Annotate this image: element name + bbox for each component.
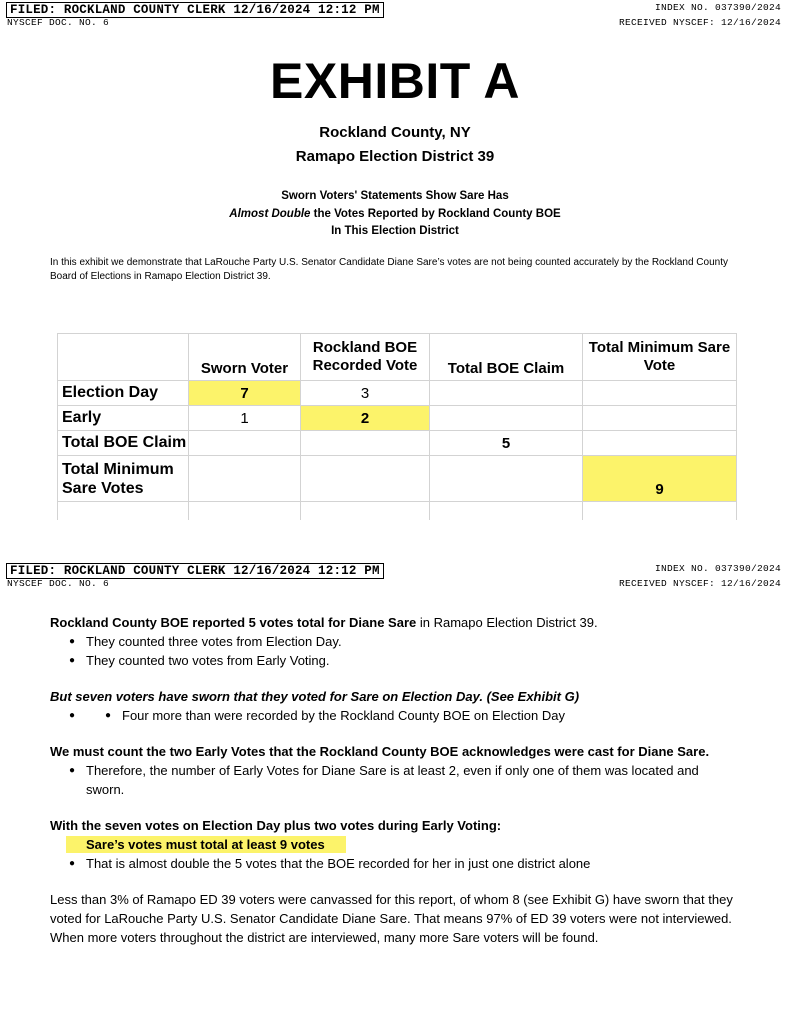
- list-item: ● That is almost double the 5 votes that the BOE recorded for her in just one district alone: [50, 854, 740, 873]
- cell-min-total: 9: [583, 456, 737, 502]
- received-date-page2: RECEIVED NYSCEF: 12/16/2024: [618, 578, 781, 589]
- cell-boe-total-minimum: [301, 456, 430, 502]
- bullet-dot: ● ●: [105, 710, 112, 721]
- cell-claim-early: [430, 406, 583, 431]
- table-row: [58, 406, 737, 431]
- row-label-election-day: Election Day: [58, 381, 189, 406]
- exhibit-title: EXHIBIT A: [270, 53, 520, 109]
- cell-boe-early: 2: [301, 406, 430, 431]
- nyscef-doc-number: NYSCEF DOC. NO. 6: [7, 17, 110, 28]
- nyscef-doc-number-page2: NYSCEF DOC. NO. 6: [7, 578, 110, 589]
- intro-paragraph: In this exhibit we demonstrate that LaRouche Party U.S. Senator Candidate Diane Sare’s votes are not being counted accurately by the Rockland County Board of Elections in Ramapo Election District 39.: [50, 257, 728, 282]
- column-header-claim: Total BOE Claim: [430, 334, 583, 381]
- paragraph-sworn-voters: But seven voters have sworn that they voted for Sare on Election Day. (See Exhibit G): [50, 689, 580, 704]
- cell-sworn-total-minimum: [189, 456, 301, 502]
- sworn-bullets: [50, 706, 740, 725]
- received-date: RECEIVED NYSCEF: 12/16/2024: [618, 17, 781, 28]
- early-bullets: [50, 761, 740, 799]
- cell-min-election-day: [583, 381, 737, 406]
- boe-bullets: [50, 632, 740, 670]
- paragraph-early-votes: We must count the two Early Votes that the Rockland County BOE acknowledges were cast for Diane Sare.: [50, 744, 710, 759]
- index-number-page2: INDEX NO. 037390/2024: [654, 563, 781, 574]
- cell-min-early: [583, 406, 737, 431]
- cell-boe-election-day: 3: [301, 381, 430, 406]
- list-item-text: Sare’s votes must total at least 9 votes: [86, 837, 325, 852]
- cell-claim-total-minimum: [430, 456, 583, 502]
- cell-min-total-claim: [583, 431, 737, 456]
- row-label-early: Early: [58, 406, 189, 431]
- paragraph-total-votes: With the seven votes on Election Day plus two votes during Early Voting:: [50, 818, 502, 833]
- list-item: [50, 706, 740, 725]
- cell-sworn-early: 1: [189, 406, 301, 431]
- statement-line-2: [0, 206, 790, 224]
- district-heading: Ramapo Election District 39: [295, 148, 495, 165]
- cell-sworn-total-claim: [189, 431, 301, 456]
- list-item-text: Four more than were recorded by the Rockland County BOE on Election Day: [122, 708, 565, 723]
- column-header-minimum: Total Minimum Sare Vote: [583, 334, 737, 381]
- statement-line-2-rest: the Votes Reported by Rockland County BOE: [310, 207, 561, 220]
- statement-heading: [0, 188, 790, 241]
- vote-comparison-table: [57, 333, 737, 520]
- table-row: [58, 431, 737, 456]
- column-header-boe: Rockland BOE Recorded Vote: [301, 334, 430, 381]
- statement-line-3: In This Election District: [331, 225, 459, 237]
- paragraph-boe-report-bold: Rockland County BOE reported 5 votes total for Diane Sare: [50, 615, 417, 630]
- list-item: ● They counted three votes from Election Day.: [50, 632, 740, 651]
- cell-sworn-election-day: 7: [189, 381, 301, 406]
- table-row: [58, 381, 737, 406]
- row-label-total-minimum: Total Minimum Sare Votes: [58, 456, 189, 502]
- list-item: ● They counted two votes from Early Voting.: [50, 651, 740, 670]
- county-heading: Rockland County, NY: [319, 124, 471, 141]
- column-header-sworn: Sworn Voter: [189, 334, 301, 381]
- list-item-highlighted: [50, 835, 740, 854]
- table-row: [58, 456, 737, 502]
- cell-boe-total-claim: [301, 431, 430, 456]
- paragraph-boe-report-rest: in Ramapo Election District 39.: [416, 615, 598, 630]
- paragraph-boe-report: [50, 613, 740, 632]
- statement-emphasis: Almost Double: [229, 207, 311, 220]
- cell-claim-total: 5: [430, 431, 583, 456]
- filed-stamp-page2: FILED: ROCKLAND COUNTY CLERK 12/16/2024 12:12 PM: [6, 563, 384, 579]
- table-header-corner: [58, 334, 189, 381]
- paragraph-canvass-note: Less than 3% of Ramapo ED 39 voters were canvassed for this report, of whom 8 (see Exhibit G) have sworn that they voted for LaRouche Party U.S. Senator Candidate Diane Sare. That means 97% of ED 39 voters were not interviewed. When more voters throughout the district are interviewed, many more Sare voters will be found.: [50, 892, 733, 945]
- row-label-total-claim: Total BOE Claim: [58, 431, 189, 456]
- cell-claim-election-day: [430, 381, 583, 406]
- total-bullets: [50, 835, 740, 873]
- filed-stamp: FILED: ROCKLAND COUNTY CLERK 12/16/2024 12:12 PM: [6, 2, 384, 18]
- index-number: INDEX NO. 037390/2024: [654, 2, 781, 13]
- list-item: ● Therefore, the number of Early Votes for Diane Sare is at least 2, even if only one of them was located and sworn.: [50, 761, 740, 799]
- page2-body: [50, 613, 740, 947]
- statement-line-1: Sworn Voters' Statements Show Sare Has: [281, 190, 509, 202]
